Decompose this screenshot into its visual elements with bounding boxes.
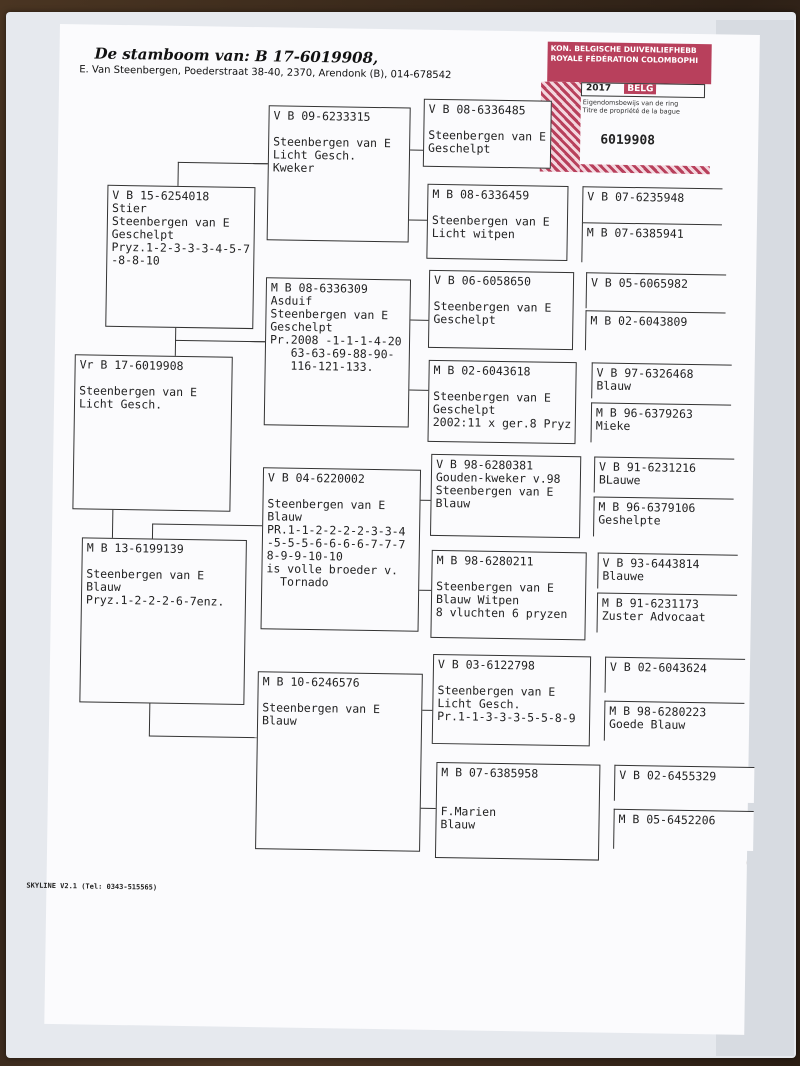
- pedigree-line: -5-5-5-6-6-6-6-7-7-7: [266, 535, 406, 552]
- connector-line: [149, 703, 151, 735]
- pedigree-line: Stier: [112, 200, 147, 216]
- pedigree-line: M B 13-6199139: [86, 540, 184, 557]
- certificate-note-nl: Eigendomsbewijs van de ring: [582, 98, 679, 108]
- pedigree-line: Zuster Advocaat: [601, 608, 706, 625]
- pedigree-line: Steenbergen van E: [273, 134, 391, 151]
- ring-certificate: [540, 42, 712, 175]
- pedigree-line: M B 98-6280211: [436, 552, 534, 569]
- pedigree-line: BLauwe: [598, 472, 641, 488]
- connector-line: [410, 320, 428, 321]
- pedigree-box-mmf: [432, 654, 591, 746]
- pedigree-line: V B 98-6280381: [436, 456, 534, 473]
- pedigree-line: Steenbergen van E: [431, 212, 550, 229]
- pedigree-line: V B 03-6122798: [437, 657, 536, 673]
- connector-line: [177, 162, 178, 186]
- pedigree-box-g5: [581, 222, 722, 264]
- pedigree-box-fmf: [428, 270, 574, 350]
- connector-line: [421, 808, 436, 809]
- connector-line: [410, 150, 423, 151]
- connector-line: [152, 524, 262, 527]
- pedigree-line: is volle broeder v.: [266, 561, 399, 578]
- pedigree-line: V B 93-6443814: [602, 555, 700, 572]
- pedigree-box-g5: [585, 310, 726, 352]
- pedigree-box-subject: [72, 354, 232, 511]
- certificate-note-fr: Titre de propriété de la bague: [582, 106, 680, 116]
- pedigree-line: Blauw: [261, 713, 297, 728]
- pedigree-line: Steenbergen van E: [262, 700, 381, 717]
- pedigree-box-g5: [590, 402, 731, 444]
- certificate-year-row: [581, 82, 705, 98]
- pedigree-line: 116-121-133.: [269, 358, 374, 374]
- pedigree-line: Steenbergen van E: [437, 683, 556, 699]
- pedigree-line: Blauw: [86, 579, 121, 595]
- pedigree-line: Geshelpte: [598, 512, 661, 528]
- pedigree-line: Mieke: [595, 418, 631, 434]
- pedigree-box-g5: [594, 456, 735, 494]
- pedigree-line: 8-9-9-10-10: [266, 548, 343, 564]
- connector-line: [422, 710, 432, 711]
- pedigree-box-mff: [430, 454, 581, 538]
- certificate-org-nl: KON. BELGISCHE DUIVENLIEFHEBB: [550, 43, 697, 56]
- pedigree-line: V B 04-6220002: [267, 470, 365, 486]
- pedigree-line: M B 02-6043809: [590, 313, 688, 329]
- pedigree-line: Blauw: [267, 509, 303, 524]
- pedigree-line: Blauwe: [602, 568, 645, 584]
- connector-line: [419, 590, 431, 591]
- pedigree-line: F.Marien: [440, 804, 497, 819]
- pedigree-line: V B 02-6455329: [619, 767, 717, 784]
- pedigree-line: Geschelpt: [427, 140, 491, 156]
- pedigree-line: V B 05-6065982: [590, 275, 689, 291]
- pedigree-box-g5: [597, 593, 738, 635]
- pedigree-line: V B 08-6336485: [428, 101, 526, 118]
- pedigree-box-ff: [267, 105, 411, 242]
- pedigree-box-g5: [613, 809, 754, 851]
- pedigree-line: Pr.2008 -1-1-1-4-20: [269, 332, 402, 349]
- pedigree-line: M B 07-6385941: [586, 225, 684, 241]
- pedigree-box-mfm: [430, 550, 586, 640]
- pedigree-line: Steenbergen van E: [436, 578, 555, 595]
- pedigree-box-fmm: [427, 360, 576, 444]
- pedigree-line: V B 91-6231216: [599, 459, 697, 476]
- pedigree-box-g5: [582, 186, 723, 224]
- pedigree-line: Geschelpt: [111, 226, 175, 242]
- pedigree-line: Geschelpt: [433, 311, 496, 327]
- certificate-year: 2017: [585, 83, 612, 94]
- pedigree-line: Geschelpt: [432, 401, 496, 417]
- pedigree-box-fff: [423, 99, 552, 169]
- pedigree-line: 63-63-69-88-90-: [269, 345, 395, 362]
- pedigree-line: Pryz.1-2-3-3-3-4-5-7: [111, 239, 251, 257]
- pedigree-line: M B 10-6246576: [262, 674, 360, 690]
- pedigree-box-father: [105, 185, 255, 329]
- pedigree-line: Blauw Witpen: [435, 591, 520, 608]
- pedigree-line: Steenbergen van E: [428, 127, 547, 144]
- certificate-border: [580, 164, 710, 174]
- pedigree-box-ffm: [426, 184, 568, 261]
- pedigree-box-mmm: [435, 762, 600, 861]
- pedigree-line: M B 91-6231173: [601, 595, 700, 612]
- pedigree-line: 2002:11 x ger.8 Pryz: [432, 414, 572, 432]
- pedigree-line: V B 07-6235948: [587, 189, 685, 205]
- pedigree-line: V B 15-6254018: [112, 187, 210, 204]
- pedigree-line: Goede Blauw: [608, 716, 686, 732]
- pedigree-line: M B 08-6336309: [270, 280, 368, 296]
- connector-line: [149, 735, 257, 738]
- pedigree-line: Tornado: [266, 574, 329, 590]
- pedigree-line: 8 vluchten 6 pryzen: [435, 604, 568, 622]
- pedigree-line: Steenbergen van E: [270, 306, 389, 323]
- pedigree-line: Gouden-kweker v.98: [435, 469, 561, 486]
- pedigree-line: Steenbergen van E: [111, 213, 230, 230]
- pedigree-box-g5: [605, 657, 746, 695]
- pedigree-box-fm: [264, 277, 411, 427]
- pedigree-line: Steenbergen van E: [433, 298, 552, 315]
- pedigree-box-mm: [255, 671, 423, 852]
- pedigree-line: M B 96-6379263: [595, 405, 693, 421]
- pedigree-line: Steenbergen van E: [435, 482, 554, 499]
- pedigree-line: Steenbergen van E: [267, 496, 386, 513]
- pedigree-line: M B 07-6385958: [441, 765, 539, 781]
- pedigree-line: Blauw: [435, 495, 471, 511]
- pedigree-line: Licht witpen: [431, 225, 515, 242]
- pedigree-line: -8-8-10: [111, 252, 160, 268]
- pedigree-line: V B 09-6233315: [273, 108, 371, 124]
- pedigree-box-g5: [591, 362, 732, 400]
- pedigree-line: Pr.1-1-3-3-3-5-5-8-9: [437, 709, 576, 726]
- pedigree-line: Steenbergen van E: [79, 383, 198, 400]
- pedigree-line: V B 06-6058650: [433, 272, 532, 289]
- connector-line: [250, 341, 265, 342]
- pedigree-line: Licht Gesch.: [272, 147, 357, 163]
- pedigree-box-mf: [261, 467, 422, 631]
- connector-line: [253, 163, 268, 164]
- pedigree-box-g5: [604, 701, 745, 743]
- connector-line: [421, 500, 431, 501]
- pedigree-title: De stamboom van: B 17-6019908,: [94, 44, 379, 68]
- connector-line: [112, 510, 113, 538]
- pedigree-line: Licht Gesch.: [437, 696, 521, 712]
- pedigree-line: PR.1-1-2-2-2-2-3-3-4: [266, 522, 406, 539]
- pedigree-line: V B 97-6326468: [596, 365, 694, 381]
- pedigree-line: M B 05-6452206: [618, 811, 716, 828]
- certificate-header: [547, 42, 712, 85]
- pedigree-box-g5: [593, 496, 734, 538]
- pedigree-line: Licht Gesch.: [78, 396, 163, 412]
- pedigree-line: M B 02-6043618: [433, 362, 531, 379]
- pedigree-line: Blauw: [596, 378, 632, 394]
- certificate-country: BELG: [624, 84, 656, 95]
- certificate-org-fr: ROYALE FÉDÉRATION COLOMBOPHI: [550, 53, 699, 66]
- pedigree-box-g5: [597, 553, 738, 591]
- pedigree-line: V B 02-6043624: [609, 659, 708, 676]
- breeder-address: E. Van Steenbergen, Poederstraat 38-40, 2370, Arendonk (B), 014-678542: [79, 64, 452, 82]
- pedigree-line: Pryz.1-2-2-2-6-7enz.: [85, 592, 225, 609]
- certificate-note: [583, 98, 680, 116]
- pedigree-line: Kweker: [272, 160, 315, 176]
- pedigree-box-g5: [586, 272, 727, 310]
- pedigree-line: Blauw: [440, 817, 476, 832]
- pedigree-line: M B 96-6379106: [598, 499, 696, 516]
- connector-line: [152, 524, 153, 539]
- pedigree-line: Vr B 17-6019908: [79, 357, 184, 373]
- pedigree-line: Geschelpt: [270, 319, 333, 335]
- pedigree-box-g5: [614, 765, 755, 803]
- pedigree-box-mother: [79, 537, 247, 705]
- pedigree-line: M B 98-6280223: [609, 703, 707, 720]
- connector-line: [175, 328, 176, 356]
- certificate-ring-number: 6019908: [600, 132, 656, 149]
- connector-line: [409, 220, 427, 221]
- software-footer: SKYLINE V2.1 (Tel: 0343-515565): [26, 881, 158, 892]
- pedigree-line: Steenbergen van E: [86, 566, 205, 583]
- pedigree-sheet: [26, 24, 760, 1035]
- connector-line: [409, 390, 428, 391]
- pedigree-line: Steenbergen van E: [433, 388, 552, 405]
- pedigree-line: Asduif: [270, 293, 313, 308]
- pedigree-line: M B 08-6336459: [432, 186, 530, 203]
